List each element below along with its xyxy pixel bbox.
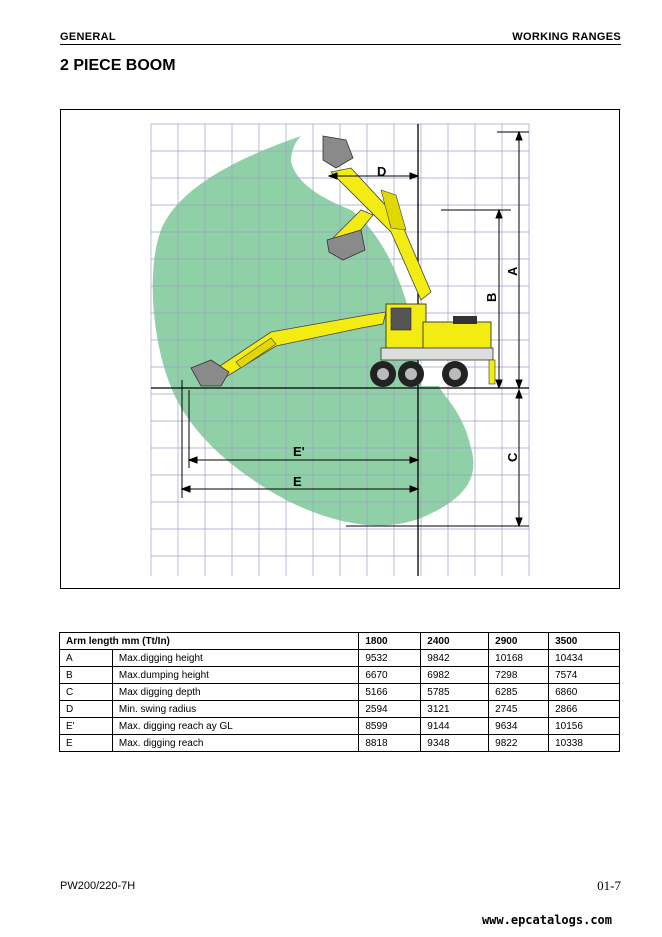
table-cell: 7298 bbox=[489, 667, 549, 684]
table-cell: 9634 bbox=[489, 718, 549, 735]
table-row bbox=[60, 684, 620, 701]
table-cell: 2745 bbox=[489, 701, 549, 718]
working-range-diagram bbox=[60, 109, 620, 589]
table-cell: 3121 bbox=[421, 701, 489, 718]
table-cell: 6670 bbox=[359, 667, 421, 684]
row-code: E' bbox=[60, 718, 113, 735]
section-label: GENERAL bbox=[60, 31, 116, 43]
row-code: B bbox=[60, 667, 113, 684]
topic-label: WORKING RANGES bbox=[512, 31, 621, 43]
label-E: E bbox=[293, 474, 302, 489]
row-code: C bbox=[60, 684, 113, 701]
table-row bbox=[60, 718, 620, 735]
working-range-svg bbox=[61, 110, 621, 590]
table-cell: 5785 bbox=[421, 684, 489, 701]
row-description: Max digging depth bbox=[112, 684, 358, 701]
row-code: D bbox=[60, 701, 113, 718]
row-description: Max.digging height bbox=[112, 650, 358, 667]
table-row bbox=[60, 735, 620, 752]
column-header: 2900 bbox=[489, 633, 549, 650]
table-cell: 8599 bbox=[359, 718, 421, 735]
column-header: 2400 bbox=[421, 633, 489, 650]
table-cell: 10338 bbox=[549, 735, 620, 752]
row-description: Max. digging reach ay GL bbox=[112, 718, 358, 735]
column-header: Arm length mm (Tt/In) bbox=[60, 633, 359, 650]
page-title: 2 PIECE BOOM bbox=[60, 57, 176, 74]
watermark: www.epcatalogs.com bbox=[481, 913, 612, 927]
table-cell: 6285 bbox=[489, 684, 549, 701]
label-D: D bbox=[377, 164, 387, 179]
table-cell: 9144 bbox=[421, 718, 489, 735]
label-B: B bbox=[484, 292, 499, 302]
table-cell: 2594 bbox=[359, 701, 421, 718]
row-code: A bbox=[60, 650, 113, 667]
label-E-prime: E' bbox=[293, 444, 305, 459]
table-row bbox=[60, 701, 620, 718]
table-cell: 5166 bbox=[359, 684, 421, 701]
label-A: A bbox=[505, 266, 520, 276]
column-header: 3500 bbox=[549, 633, 620, 650]
table-row bbox=[60, 667, 620, 684]
table-cell: 9348 bbox=[421, 735, 489, 752]
table-cell: 10434 bbox=[549, 650, 620, 667]
table-cell: 9842 bbox=[421, 650, 489, 667]
model-code: PW200/220-7H bbox=[60, 880, 136, 892]
table-cell: 8818 bbox=[359, 735, 421, 752]
table-cell: 9822 bbox=[489, 735, 549, 752]
table-cell: 10156 bbox=[549, 718, 620, 735]
table-row bbox=[60, 650, 620, 667]
label-C: C bbox=[505, 452, 520, 462]
table-cell: 7574 bbox=[549, 667, 620, 684]
header-rule bbox=[60, 44, 621, 45]
table-cell: 6982 bbox=[421, 667, 489, 684]
page-number: 01-7 bbox=[597, 878, 621, 893]
working-ranges-table bbox=[59, 632, 620, 752]
table-cell: 10168 bbox=[489, 650, 549, 667]
table-cell: 6860 bbox=[549, 684, 620, 701]
row-code: E bbox=[60, 735, 113, 752]
table-header-row bbox=[60, 633, 620, 650]
row-description: Max.dumping height bbox=[112, 667, 358, 684]
table-cell: 9532 bbox=[359, 650, 421, 667]
row-description: Min. swing radius bbox=[112, 701, 358, 718]
table-cell: 2866 bbox=[549, 701, 620, 718]
row-description: Max. digging reach bbox=[112, 735, 358, 752]
column-header: 1800 bbox=[359, 633, 421, 650]
